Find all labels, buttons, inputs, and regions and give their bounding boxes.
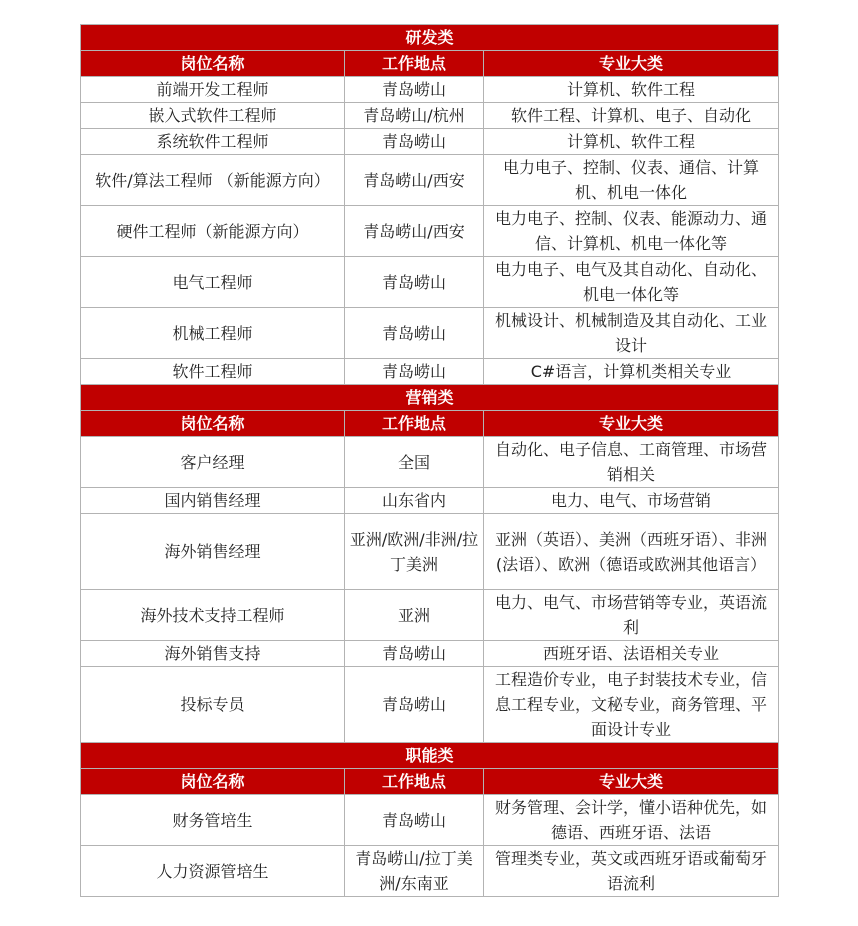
position-name: 软件工程师 <box>81 359 345 385</box>
section-title: 职能类 <box>81 743 779 769</box>
work-location: 青岛崂山 <box>345 77 484 103</box>
position-name: 人力资源管培生 <box>81 846 345 897</box>
table-row <box>81 155 779 206</box>
section-title: 研发类 <box>81 25 779 51</box>
position-name: 国内销售经理 <box>81 488 345 514</box>
major-category: 亚洲（英语）、美洲（西班牙语）、非洲(法语）、欧洲（德语或欧洲其他语言） <box>484 514 779 590</box>
header-major: 专业大类 <box>484 51 779 77</box>
table-row <box>81 103 779 129</box>
major-category: 自动化、电子信息、工商管理、市场营销相关 <box>484 437 779 488</box>
work-location: 青岛崂山/拉丁美洲/东南亚 <box>345 846 484 897</box>
major-category: C#语言，计算机类相关专业 <box>484 359 779 385</box>
work-location: 青岛崂山 <box>345 129 484 155</box>
header-major: 专业大类 <box>484 769 779 795</box>
section-title: 营销类 <box>81 385 779 411</box>
work-location: 亚洲/欧洲/非洲/拉丁美洲 <box>345 514 484 590</box>
table-row <box>81 795 779 846</box>
work-location: 青岛崂山 <box>345 359 484 385</box>
work-location: 全国 <box>345 437 484 488</box>
position-name: 硬件工程师（新能源方向） <box>81 206 345 257</box>
major-category: 电力电子、控制、仪表、能源动力、通信、计算机、机电一体化等 <box>484 206 779 257</box>
work-location: 青岛崂山 <box>345 257 484 308</box>
table-row <box>81 437 779 488</box>
work-location: 青岛崂山 <box>345 667 484 743</box>
header-location: 工作地点 <box>345 51 484 77</box>
table-row <box>81 206 779 257</box>
position-name: 软件/算法工程师 （新能源方向） <box>81 155 345 206</box>
table-body <box>81 25 779 897</box>
table-row <box>81 641 779 667</box>
header-name: 岗位名称 <box>81 51 345 77</box>
major-category: 电力电子、控制、仪表、通信、计算机、机电一体化 <box>484 155 779 206</box>
position-name: 客户经理 <box>81 437 345 488</box>
major-category: 管理类专业，英文或西班牙语或葡萄牙语流利 <box>484 846 779 897</box>
section-title-row <box>81 25 779 51</box>
work-location: 青岛崂山 <box>345 795 484 846</box>
position-name: 海外技术支持工程师 <box>81 590 345 641</box>
major-category: 财务管理、会计学，懂小语种优先，如德语、西班牙语、法语 <box>484 795 779 846</box>
position-name: 前端开发工程师 <box>81 77 345 103</box>
recruitment-table-container <box>80 24 778 897</box>
table-row <box>81 590 779 641</box>
position-name: 海外销售支持 <box>81 641 345 667</box>
table-row <box>81 488 779 514</box>
major-category: 计算机、软件工程 <box>484 77 779 103</box>
column-header-row <box>81 769 779 795</box>
work-location: 青岛崂山/杭州 <box>345 103 484 129</box>
table-row <box>81 129 779 155</box>
work-location: 亚洲 <box>345 590 484 641</box>
header-name: 岗位名称 <box>81 411 345 437</box>
position-name: 投标专员 <box>81 667 345 743</box>
header-location: 工作地点 <box>345 769 484 795</box>
table-row <box>81 308 779 359</box>
work-location: 青岛崂山 <box>345 641 484 667</box>
position-name: 财务管培生 <box>81 795 345 846</box>
column-header-row <box>81 51 779 77</box>
major-category: 软件工程、计算机、电子、自动化 <box>484 103 779 129</box>
table-row <box>81 846 779 897</box>
major-category: 电力、电气、市场营销 <box>484 488 779 514</box>
major-category: 电力电子、电气及其自动化、自动化、机电一体化等 <box>484 257 779 308</box>
table-row <box>81 77 779 103</box>
position-name: 嵌入式软件工程师 <box>81 103 345 129</box>
work-location: 青岛崂山 <box>345 308 484 359</box>
column-header-row <box>81 411 779 437</box>
major-category: 西班牙语、法语相关专业 <box>484 641 779 667</box>
position-name: 海外销售经理 <box>81 514 345 590</box>
header-name: 岗位名称 <box>81 769 345 795</box>
position-name: 电气工程师 <box>81 257 345 308</box>
work-location: 青岛崂山/西安 <box>345 155 484 206</box>
position-name: 系统软件工程师 <box>81 129 345 155</box>
table-row <box>81 359 779 385</box>
table-row <box>81 667 779 743</box>
work-location: 山东省内 <box>345 488 484 514</box>
work-location: 青岛崂山/西安 <box>345 206 484 257</box>
table-row <box>81 514 779 590</box>
major-category: 工程造价专业，电子封装技术专业，信息工程专业，文秘专业，商务管理、平面设计专业 <box>484 667 779 743</box>
table-row <box>81 257 779 308</box>
section-title-row <box>81 385 779 411</box>
header-location: 工作地点 <box>345 411 484 437</box>
recruitment-table <box>80 24 779 897</box>
header-major: 专业大类 <box>484 411 779 437</box>
major-category: 机械设计、机械制造及其自动化、工业设计 <box>484 308 779 359</box>
section-title-row <box>81 743 779 769</box>
position-name: 机械工程师 <box>81 308 345 359</box>
major-category: 电力、电气、市场营销等专业，英语流利 <box>484 590 779 641</box>
major-category: 计算机、软件工程 <box>484 129 779 155</box>
